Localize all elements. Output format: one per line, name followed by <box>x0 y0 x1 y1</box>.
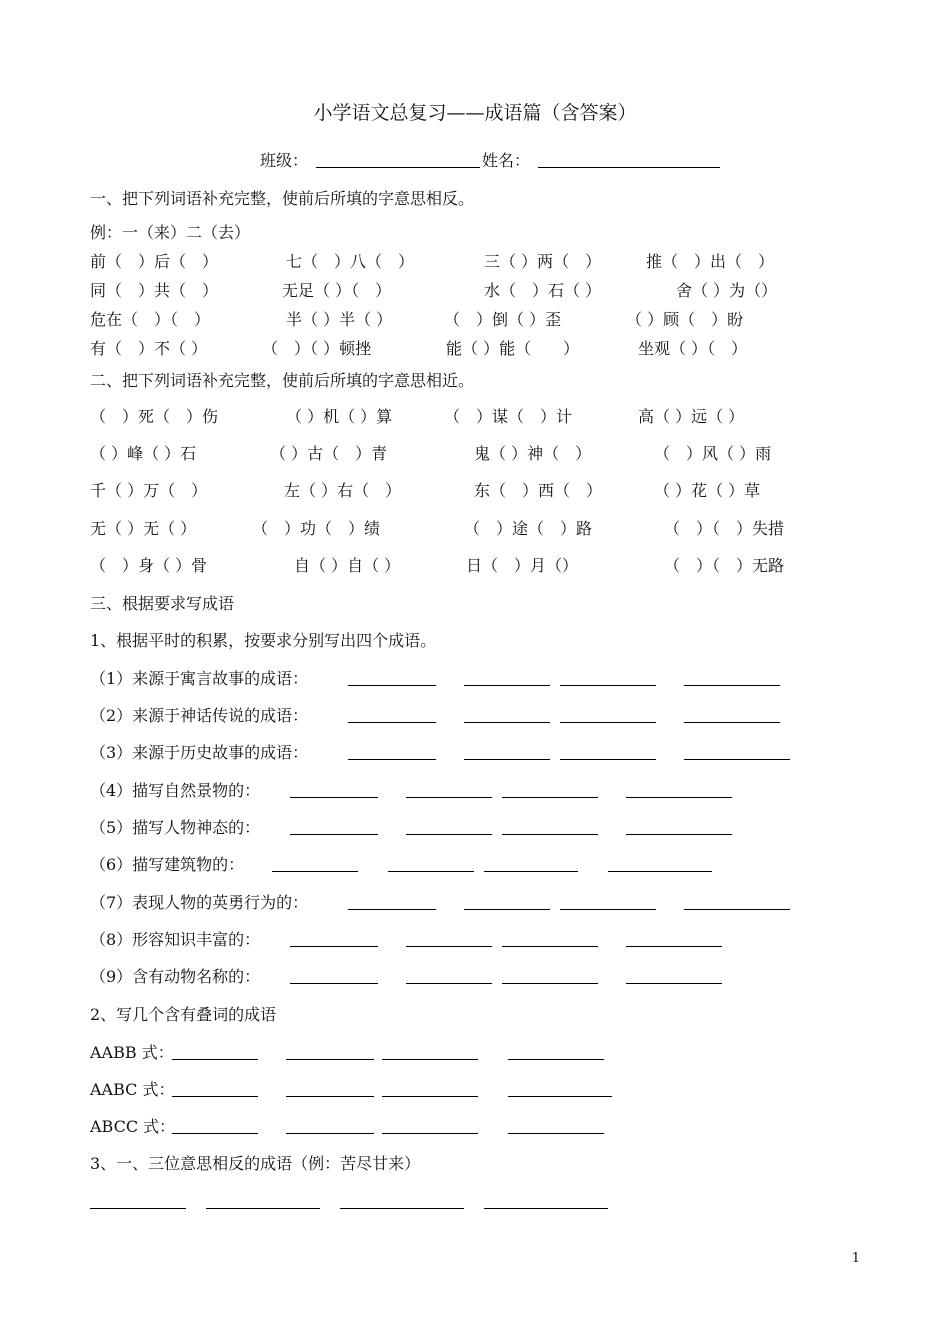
q1-item: （1）来源于寓言故事的成语： <box>90 669 309 688</box>
answer-blank[interactable] <box>608 871 712 872</box>
s1-item: 无足（ ）（ ） <box>282 281 392 300</box>
s2-item: （ ）（ ）失措 <box>664 519 785 538</box>
s2-item: （ ）风（ ）雨 <box>654 444 772 463</box>
answer-blank[interactable] <box>206 1208 320 1209</box>
s2-item: （ ）身（ ）骨 <box>90 556 208 575</box>
answer-blank[interactable] <box>388 871 474 872</box>
s2-item: （ ）古（ ）青 <box>270 444 388 463</box>
answer-blank[interactable] <box>286 1133 374 1134</box>
answer-blank[interactable] <box>406 834 492 835</box>
answer-blank[interactable] <box>464 722 550 723</box>
q1-item: （5）描写人物神态的： <box>90 818 261 837</box>
s2-item: （ ）花（ ）草 <box>654 481 761 500</box>
answer-blank[interactable] <box>172 1133 258 1134</box>
s1-item: 危在（ ）（ ） <box>90 310 211 329</box>
s1-item: 能（ ）能（ ） <box>446 339 580 358</box>
s2-item: 鬼（ ）神（ ） <box>474 444 592 463</box>
answer-blank[interactable] <box>560 685 656 686</box>
answer-blank[interactable] <box>382 1059 478 1060</box>
s1-item: 舍（ ）为（） <box>676 281 778 300</box>
s2-item: （ ）（ ）无路 <box>664 556 785 575</box>
s2-item: （ ）功（ ）绩 <box>252 519 381 538</box>
answer-blank[interactable] <box>464 759 550 760</box>
s1-item: 同（ ）共（ ） <box>90 281 219 300</box>
answer-blank[interactable] <box>464 909 550 910</box>
name-blank[interactable] <box>538 167 720 168</box>
answer-blank[interactable] <box>502 983 598 984</box>
answer-blank[interactable] <box>626 834 732 835</box>
s1-item: 有（ ）不（ ） <box>90 339 208 358</box>
answer-blank[interactable] <box>464 685 550 686</box>
s2-item: 高（ ）远（ ） <box>638 407 745 426</box>
answer-blank[interactable] <box>684 722 780 723</box>
answer-blank[interactable] <box>626 983 722 984</box>
answer-blank[interactable] <box>502 834 598 835</box>
answer-blank[interactable] <box>172 1096 258 1097</box>
answer-blank[interactable] <box>560 722 656 723</box>
s1-item: （ ）倒（ ）歪 <box>444 310 562 329</box>
answer-blank[interactable] <box>286 1096 374 1097</box>
answer-blank[interactable] <box>290 834 378 835</box>
q2-item: ABCC 式： <box>90 1117 176 1136</box>
s2-item: 左（ ）右（ ） <box>284 481 402 500</box>
s2-item: 东（ ）西（ ） <box>474 481 603 500</box>
answer-blank[interactable] <box>90 1208 186 1209</box>
answer-blank[interactable] <box>340 1208 464 1209</box>
q2-heading: 2、写几个含有叠词的成语 <box>90 1005 277 1024</box>
q1-item: （7）表现人物的英勇行为的： <box>90 893 309 912</box>
answer-blank[interactable] <box>286 1059 374 1060</box>
answer-blank[interactable] <box>560 909 656 910</box>
s1-item: 半（ ）半（ ） <box>286 310 393 329</box>
answer-blank[interactable] <box>684 909 790 910</box>
answer-blank[interactable] <box>502 946 598 947</box>
section3-heading: 三、根据要求写成语 <box>90 594 235 613</box>
s2-item: （ ）途（ ）路 <box>464 519 593 538</box>
name-label: 姓名： <box>482 151 531 170</box>
q1-heading: 1、根据平时的积累，按要求分别写出四个成语。 <box>90 631 437 650</box>
answer-blank[interactable] <box>484 1208 608 1209</box>
section1-heading: 一、把下列词语补充完整，使前后所填的字意思相反。 <box>90 189 475 208</box>
page-title: 小学语文总复习——成语篇（含答案） <box>313 102 637 124</box>
s2-item: 自（ ）自（ ） <box>294 556 401 575</box>
page-number: 1 <box>851 1251 860 1266</box>
q2-item: AABC 式： <box>90 1080 175 1099</box>
answer-blank[interactable] <box>272 871 358 872</box>
answer-blank[interactable] <box>508 1059 604 1060</box>
q3-heading: 3、一、三位意思相反的成语（例：苦尽甘来） <box>90 1154 421 1173</box>
s1-item: 七（ ）八（ ） <box>286 252 415 271</box>
s2-item: 日（ ）月（） <box>466 556 579 575</box>
answer-blank[interactable] <box>290 797 378 798</box>
section1-example: 例：一（来）二（去） <box>90 223 251 242</box>
answer-blank[interactable] <box>508 1133 604 1134</box>
s2-item: （ ）谋（ ）计 <box>444 407 573 426</box>
answer-blank[interactable] <box>484 871 578 872</box>
s1-item: 三（ ）两（ ） <box>484 252 602 271</box>
answer-blank[interactable] <box>172 1059 258 1060</box>
s1-item: 水（ ）石（ ） <box>484 281 602 300</box>
s1-item: （ ）（ ）顿挫 <box>262 339 372 358</box>
q2-item: AABB 式： <box>90 1043 174 1062</box>
q1-item: （6）描写建筑物的： <box>90 855 245 874</box>
q1-item: （4）描写自然景物的： <box>90 781 261 800</box>
q1-item: （3）来源于历史故事的成语： <box>90 743 309 762</box>
answer-blank[interactable] <box>626 946 722 947</box>
s2-item: （ ）死（ ）伤 <box>90 407 219 426</box>
s2-item: 无（ ）无（ ） <box>90 519 197 538</box>
s2-item: 千（ ）万（ ） <box>90 481 208 500</box>
answer-blank[interactable] <box>290 946 378 947</box>
answer-blank[interactable] <box>382 1096 478 1097</box>
q1-item: （2）来源于神话传说的成语： <box>90 706 309 725</box>
s1-item: （ ）顾（ ）盼 <box>626 310 744 329</box>
answer-blank[interactable] <box>406 797 492 798</box>
answer-blank[interactable] <box>406 983 492 984</box>
answer-blank[interactable] <box>684 759 790 760</box>
s2-item: （ ）峰（ ）石 <box>90 444 197 463</box>
answer-blank[interactable] <box>560 759 656 760</box>
answer-blank[interactable] <box>684 685 780 686</box>
answer-blank[interactable] <box>406 946 492 947</box>
s1-item: 推（ ）出（ ） <box>646 252 775 271</box>
s1-item: 坐观（ ）（ ） <box>638 339 748 358</box>
q1-item: （9）含有动物名称的： <box>90 967 261 986</box>
answer-blank[interactable] <box>502 797 598 798</box>
answer-blank[interactable] <box>508 1096 612 1097</box>
class-label: 班级： <box>260 151 309 170</box>
answer-blank[interactable] <box>348 722 436 723</box>
answer-blank[interactable] <box>626 797 732 798</box>
class-blank[interactable] <box>316 167 480 168</box>
answer-blank[interactable] <box>382 1133 478 1134</box>
q1-item: （8）形容知识丰富的： <box>90 930 261 949</box>
s2-item: （ ）机（ ）算 <box>286 407 393 426</box>
answer-blank[interactable] <box>348 685 436 686</box>
s1-item: 前（ ）后（ ） <box>90 252 219 271</box>
answer-blank[interactable] <box>348 759 436 760</box>
answer-blank[interactable] <box>348 909 436 910</box>
answer-blank[interactable] <box>290 983 378 984</box>
section2-heading: 二、把下列词语补充完整，使前后所填的字意思相近。 <box>90 371 475 390</box>
